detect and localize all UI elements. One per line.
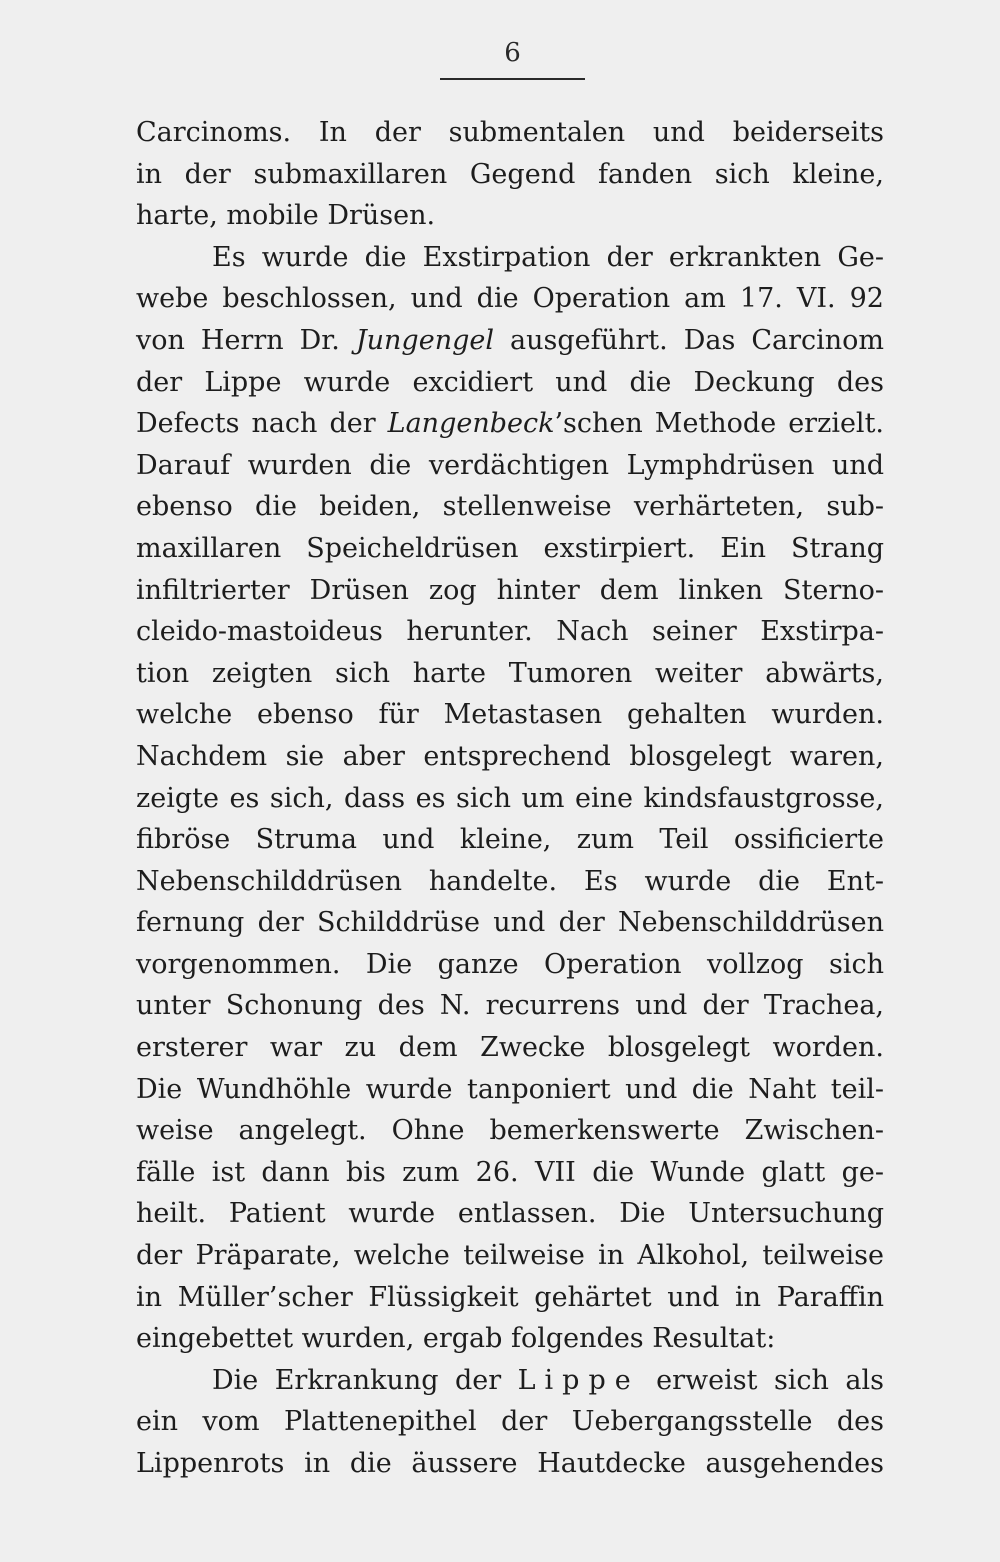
text-line: ein vom Plattenepithel der Uebergangsstelle des — [136, 1406, 884, 1438]
text-line: der Lippe wurde excidiert und die Deckung des — [136, 366, 884, 398]
text-line: ersterer war zu dem Zwecke blosgelegt worden. — [136, 1032, 884, 1064]
text-line: Lippenrots in die äussere Hautdecke ausgehendes — [136, 1448, 884, 1479]
text-segment: erweist sich als — [639, 1364, 884, 1396]
text-line: vorgenommen. Die ganze Operation vollzog sich — [136, 948, 884, 980]
text-line: infiltrierter Drüsen zog hinter dem linken Sterno- — [136, 574, 884, 606]
text-line: harte, mobile Drüsen. — [136, 200, 436, 232]
italic-name: Langenbeck — [387, 408, 555, 440]
text-line: fälle ist dann bis zum 26. VII die Wunde glatt ge- — [136, 1156, 884, 1188]
text-line: webe beschlossen, und die Operation am 17. VI. 92 — [136, 283, 884, 315]
text-line — [136, 320, 884, 362]
text-line: Nebenschilddrüsen handelte. Es wurde die Ent- — [136, 865, 884, 897]
text-line: tion zeigten sich harte Tumoren weiter abwärts, — [136, 657, 884, 689]
text-line: weise angelegt. Ohne bemerkenswerte Zwischen- — [136, 1115, 884, 1147]
body-text — [136, 112, 884, 1485]
text-line: Nachdem sie aber entsprechend blosgelegt waren, — [136, 740, 884, 772]
text-line: Carcinoms. In der submentalen und beiderseits — [136, 117, 884, 148]
text-line: Es wurde die Exstirpation der erkrankten Ge- — [212, 241, 884, 273]
text-segment: Die Erkrankung der — [212, 1364, 518, 1396]
text-line: Darauf wurden die verdächtigen Lymphdrüsen und — [136, 449, 884, 481]
text-line — [136, 403, 884, 445]
text-line: eingebettet wurden, ergab folgendes Resultat: — [136, 1323, 776, 1355]
text-line: maxillaren Speicheldrüsen exstirpiert. Ein Strang — [136, 532, 884, 564]
italic-name: Jungengel — [355, 324, 494, 356]
text-line: fernung der Schilddrüse und der Nebenschilddrüsen — [136, 907, 884, 939]
text-line — [136, 1360, 884, 1402]
text-line: fibröse Struma und kleine, zum Teil ossificierte — [136, 824, 884, 856]
text-line: welche ebenso für Metastasen gehalten wurden. — [136, 699, 884, 731]
text-line: in Müller’scher Flüssigkeit gehärtet und in Paraffin — [136, 1281, 884, 1313]
text-segment: ausgeführt. Das Carcinom — [493, 324, 884, 356]
text-line: zeigte es sich, dass es sich um eine kindsfaustgrosse, — [136, 782, 884, 814]
header-rule — [440, 78, 585, 80]
page-number: 6 — [504, 38, 521, 68]
text-line: heilt. Patient wurde entlassen. Die Untersuchung — [136, 1198, 884, 1230]
text-segment: Defects nach der — [136, 408, 388, 440]
text-line: in der submaxillaren Gegend fanden sich kleine, — [136, 158, 884, 190]
text-line: der Präparate, welche teilweise in Alkohol, teilweise — [136, 1240, 884, 1272]
text-line: ebenso die beiden, stellenweise verhärteten, sub- — [136, 491, 884, 523]
text-segment: ’schen Methode erzielt. — [554, 408, 884, 440]
text-line: Die Wundhöhle wurde tanponiert und die Naht teil- — [136, 1073, 884, 1105]
spaced-emphasis: Lippe — [517, 1364, 640, 1396]
text-segment: von Herrn Dr. — [136, 324, 356, 356]
text-line: unter Schonung des N. recurrens und der Trachea, — [136, 990, 884, 1022]
text-line: cleido-mastoideus herunter. Nach seiner Exstirpa- — [136, 616, 884, 648]
